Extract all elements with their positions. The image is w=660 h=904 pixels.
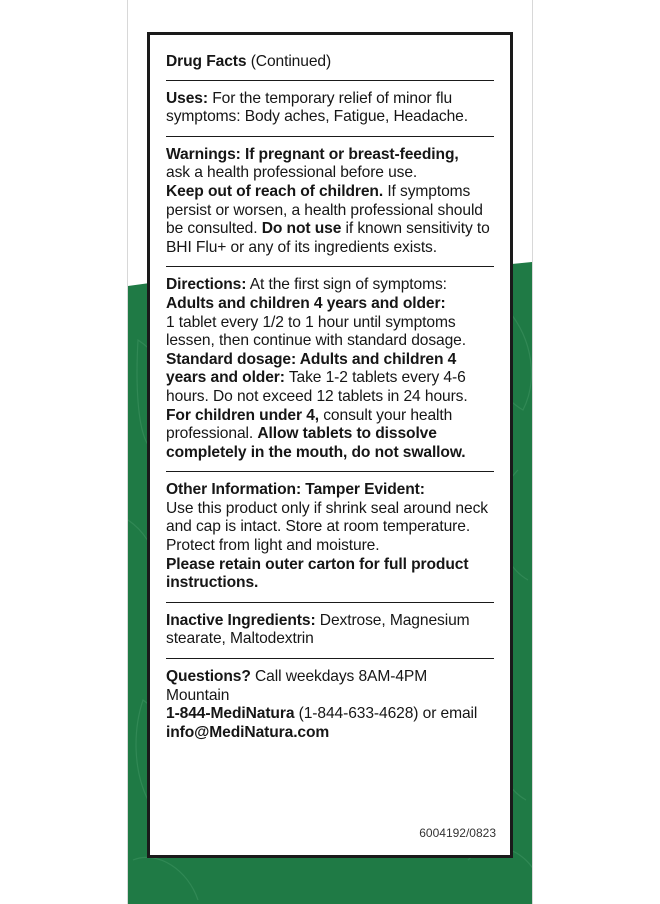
uses-text: For the temporary relief of minor flu symptoms: Body aches, Fatigue, Headache. xyxy=(166,89,468,126)
questions-label: Questions? xyxy=(166,668,251,686)
questions-phone: 1-844-MediNatura xyxy=(166,705,295,723)
directions-adults-text: 1 tablet every 1/2 to 1 hour until symptoms lessen, then continue with standard dosage. xyxy=(166,313,466,350)
drug-facts-header xyxy=(166,35,494,81)
inactive-ingredients-text: Dextrose, Magnesium stearate, Maltodextrin xyxy=(166,611,470,648)
warnings-donotuse-text: if known sensitivity to BHI Flu+ or any of its ingredients exists. xyxy=(166,220,490,256)
questions-text: Call weekdays 8AM-4PM Mountain xyxy=(166,668,428,704)
uses-label: Uses: xyxy=(166,89,208,107)
directions-label: Directions: xyxy=(166,276,247,294)
other-information-retain-bold: Please retain outer carton for full product instructions. xyxy=(166,555,469,592)
inactive-ingredients-label: Inactive Ingredients: xyxy=(166,611,316,629)
inactive-ingredients-section xyxy=(166,603,494,659)
warnings-pregnant-text: ask a health professional before use. xyxy=(166,164,418,182)
warnings-section xyxy=(166,137,494,268)
directions-standard-bold: Standard dosage: Adults and children 4 years and older: xyxy=(166,350,457,387)
drug-facts-title: Drug Facts xyxy=(166,53,247,70)
other-information-section xyxy=(166,472,494,603)
directions-dissolve-bold: Allow tablets to dissolve completely in the mouth, do not swallow. xyxy=(166,425,466,461)
warnings-pregnant-bold: If pregnant or breast-feeding, xyxy=(245,145,459,163)
uses-section xyxy=(166,81,494,137)
directions-standard-text: Take 1-2 tablets every 4-6 hours. Do not exceed 12 tablets in 24 hours. xyxy=(166,369,468,405)
directions-adults-bold: Adults and children 4 years and older: xyxy=(166,294,446,312)
other-information-label: Other Information: Tamper Evident: xyxy=(166,481,425,499)
warnings-children-text: If symptoms persist or worsen, a health professional should be consulted. xyxy=(166,182,483,238)
questions-email: info@MediNatura.com xyxy=(166,723,330,741)
warnings-label: Warnings: xyxy=(166,145,241,163)
product-code: 6004192/0823 xyxy=(419,826,496,841)
directions-intro: At the first sign of symptoms: xyxy=(249,276,447,294)
warnings-children-bold: Keep out of reach of children. xyxy=(166,182,384,200)
directions-under4-bold: For children under 4, xyxy=(166,406,319,424)
drug-facts-subtitle: (Continued) xyxy=(250,53,332,70)
warnings-donotuse-bold: Do not use xyxy=(261,220,342,238)
questions-phone-text: (1-844-633-4628) or email xyxy=(298,705,478,723)
drug-facts-panel xyxy=(147,32,513,858)
other-information-text: Use this product only if shrink seal around neck and cap is intact. Store at room temperature. Protect from light and moisture. xyxy=(166,499,488,555)
directions-section xyxy=(166,267,494,472)
directions-under4-text: consult your health professional. xyxy=(166,406,453,443)
questions-section xyxy=(166,659,494,751)
